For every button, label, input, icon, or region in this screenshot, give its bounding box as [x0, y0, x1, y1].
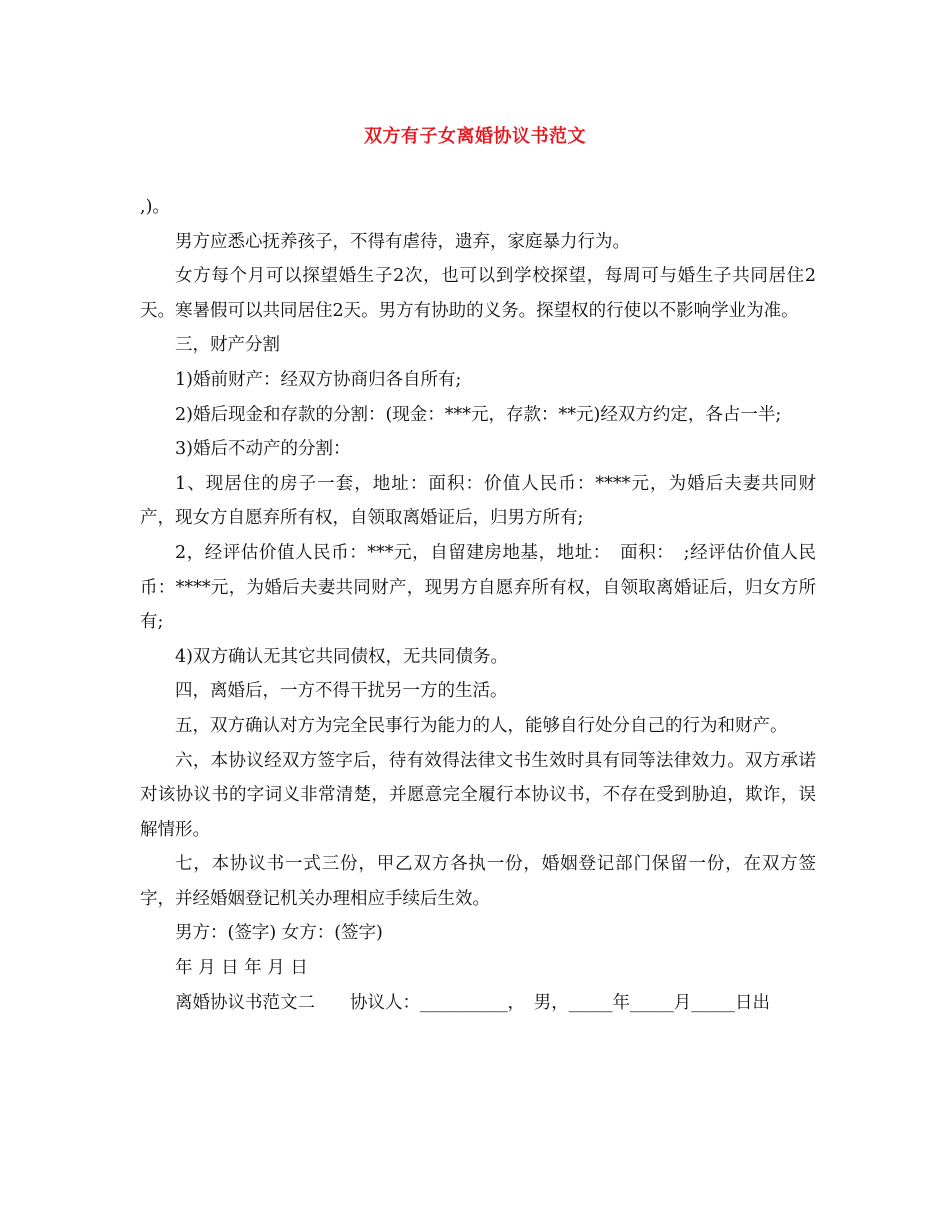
date-line: 年 月 日 年 月 日 — [175, 958, 308, 979]
paragraph: 男方应悉心抚养孩子，不得有虐待，遗弃，家庭暴力行为。 — [175, 231, 630, 252]
paragraph: 3)婚后不动产的分割： — [175, 439, 351, 460]
paragraph: 六，本协议经双方签字后，待有效得法律文书生效时具有同等法律效力。双方承诺对该协议书的字词义非常清楚，并愿意完全履行本协议书，不存在受到胁迫，欺诈，误解情形。 — [140, 750, 816, 840]
document-title: 双方有子女离婚协议书范文 — [364, 126, 586, 147]
paragraph: ,)。 — [140, 197, 170, 217]
document-body — [140, 190, 816, 1020]
signature-line: 男方：(签字) 女方：(签字) — [175, 923, 383, 944]
paragraph: 2)婚后现金和存款的分割：(现金：***元，存款：**元)经双方约定，各占一半; — [175, 404, 782, 425]
paragraph: 离婚协议书范文二 协议人：__________， 男，_____年_____月_____日出 — [175, 992, 770, 1013]
paragraph: 五，双方确认对方为完全民事行为能力的人，能够自行处分自己的行为和财产。 — [175, 715, 788, 736]
paragraph: 2，经评估价值人民币：***元，自留建房地基，地址： 面积： ;经评估价值人民币：****元，为婚后夫妻共同财产，现男方自愿弃所有权，自领取离婚证后，归女方所有; — [140, 542, 816, 633]
paragraph: 1、现居住的房子一套，地址：面积：价值人民币：****元，为婚后夫妻共同财产，现女方自愿弃所有权，自领取离婚证后，归男方所有; — [140, 473, 816, 529]
paragraph: 七，本协议书一式三份，甲乙双方各执一份，婚姻登记部门保留一份，在双方签字，并经婚姻登记机关办理相应手续后生效。 — [140, 854, 816, 909]
paragraph: 女方每个月可以探望婚生子2次，也可以到学校探望，每周可与婚生子共同居住2天。寒暑假可以共同居住2天。男方有协助的义务。探望权的行使以不影响学业为准。 — [140, 266, 816, 321]
paragraph: 1)婚前财产：经双方协商归各自所有; — [175, 369, 462, 390]
paragraph: 4)双方确认无其它共同债权，无共同债务。 — [175, 646, 508, 667]
paragraph: 三，财产分割 — [175, 335, 280, 356]
paragraph: 四，离婚后，一方不得干扰另一方的生活。 — [175, 681, 508, 702]
